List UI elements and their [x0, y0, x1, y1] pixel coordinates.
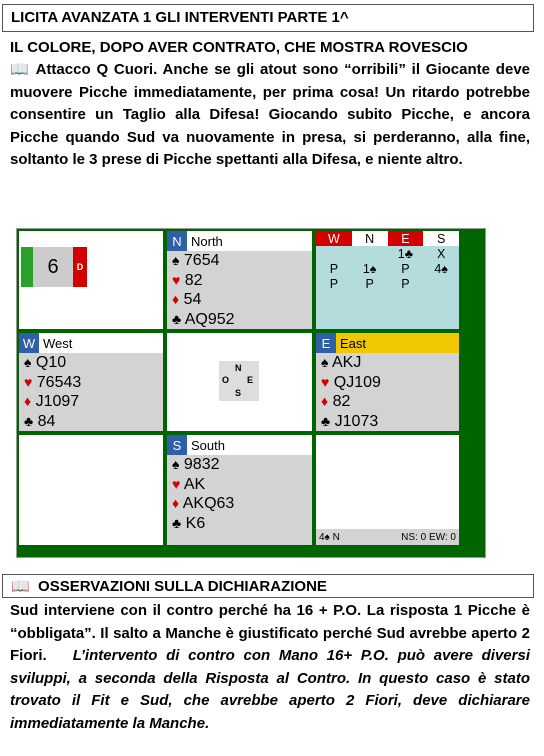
north-hand: N North ♠ 7654 ♥ 82 ♦ 54 ♣ AQ952 [167, 231, 312, 329]
result-cell [316, 435, 459, 545]
bid: P [401, 276, 410, 291]
bid [352, 246, 388, 261]
south-tag: S [167, 435, 187, 455]
observations-text: Sud interviene con il contro perché ha 16 + P.O. La risposta 1 Picche è “obbligata”. Il salto a Manche è giustificato perché Sud avrebbe aperto 2 Fiori. [10, 602, 535, 664]
observations-title: OSSERVAZIONI SULLA DICHIARAZIONE [29, 578, 327, 595]
bid: P [329, 261, 339, 276]
south-clubs: K6 [185, 514, 206, 532]
north-tag: N [167, 231, 187, 251]
bid: 1♣ [397, 246, 413, 261]
compass-o: O [222, 375, 230, 385]
compass-s: S [235, 388, 242, 398]
book-icon: 📖 [10, 61, 31, 78]
west-label: West [43, 335, 73, 351]
bid: P [365, 276, 374, 291]
board-number: 6 [33, 247, 73, 287]
compass-cell [167, 333, 312, 431]
intro-paragraph [10, 59, 530, 172]
east-clubs: J1073 [334, 412, 379, 430]
south-spades: 9832 [183, 456, 220, 473]
west-diamonds: J1097 [35, 393, 80, 410]
auction-box [316, 231, 459, 329]
south-label: South [191, 437, 225, 453]
bridge-board [16, 228, 486, 558]
north-label: North [191, 233, 223, 249]
bid [423, 276, 459, 291]
intro-text: Attacco Q Cuori. Anche se gli atout sono “orribili” il Giocante deve muovere Picche immediatamente, per prima cosa! Un ritardo potrebbe consentire un Taglio alla Difesa! Giocando subito Picche, e ancora Picche quando Sud va nuovamente in presa, si perderanno, alla fine, soltanto le 3 prese di Picche spettanti alla Difesa, e niente altro. [10, 61, 530, 168]
contract: 4♠ N [319, 531, 340, 543]
observations-italic-text: L’intervento di contro con Mano 16+ P.O. può avere diversi sviluppi, a seconda della Risposta al Contro. In questo caso è stato trovato il Fit e Sud, che avrebbe aperto 2 Fiori, deve dichiarare immediatamente la Manche. [10, 647, 530, 732]
west-tag: W [19, 333, 39, 353]
north-spades: 7654 [183, 252, 220, 269]
bid: P [401, 261, 410, 276]
board-number-cell [19, 231, 163, 329]
dealer-marker: D [73, 247, 87, 287]
east-diamonds: 82 [332, 393, 351, 410]
auction-header-n: N [352, 231, 388, 246]
vuln-west-bar [21, 247, 33, 287]
east-label: East [340, 335, 367, 351]
south-hand: S South ♠ 9832 ♥ AK ♦ AKQ63 ♣ K6 [167, 435, 312, 545]
east-spades: AKJ [332, 354, 362, 371]
section-subtitle: IL COLORE, DOPO AVER CONTRATO, CHE MOSTRA ROVESCIO [10, 39, 468, 56]
score: NS: 0 EW: 0 [401, 531, 456, 543]
bid: P [329, 276, 339, 291]
auction-header-w: W [316, 231, 352, 246]
east-hand: E East ♠ AKJ ♥ QJ109 ♦ 82 ♣ J1073 [316, 333, 459, 431]
bid [316, 246, 352, 261]
north-diamonds: 54 [183, 291, 202, 308]
auction-header-s: S [423, 231, 459, 246]
north-hearts: 82 [184, 271, 203, 289]
book-icon: 📖 [11, 578, 30, 595]
auction-header-e: E [388, 231, 424, 246]
east-tag: E [316, 333, 336, 353]
bid: 4♠ [434, 261, 448, 276]
result-bar [316, 529, 459, 545]
south-diamonds: AKQ63 [182, 495, 235, 512]
compass-e: E [247, 375, 254, 385]
north-clubs: AQ952 [184, 310, 235, 328]
observations-header [2, 574, 534, 598]
west-spades: Q10 [35, 354, 67, 371]
west-hearts: 76543 [36, 373, 82, 391]
empty-cell [19, 435, 163, 545]
observations-paragraph [10, 600, 535, 735]
south-hearts: AK [183, 475, 206, 493]
west-hand: W West ♠ Q10 ♥ 76543 ♦ J1097 ♣ 84 [19, 333, 163, 431]
compass [219, 361, 259, 401]
bid: 1♠ [362, 261, 377, 276]
west-clubs: 84 [37, 412, 56, 430]
compass-n: N [235, 363, 242, 373]
bid: X [436, 246, 446, 261]
page-title: LICITA AVANZATA 1 GLI INTERVENTI PARTE 1^ [2, 4, 534, 32]
east-hearts: QJ109 [333, 373, 381, 391]
